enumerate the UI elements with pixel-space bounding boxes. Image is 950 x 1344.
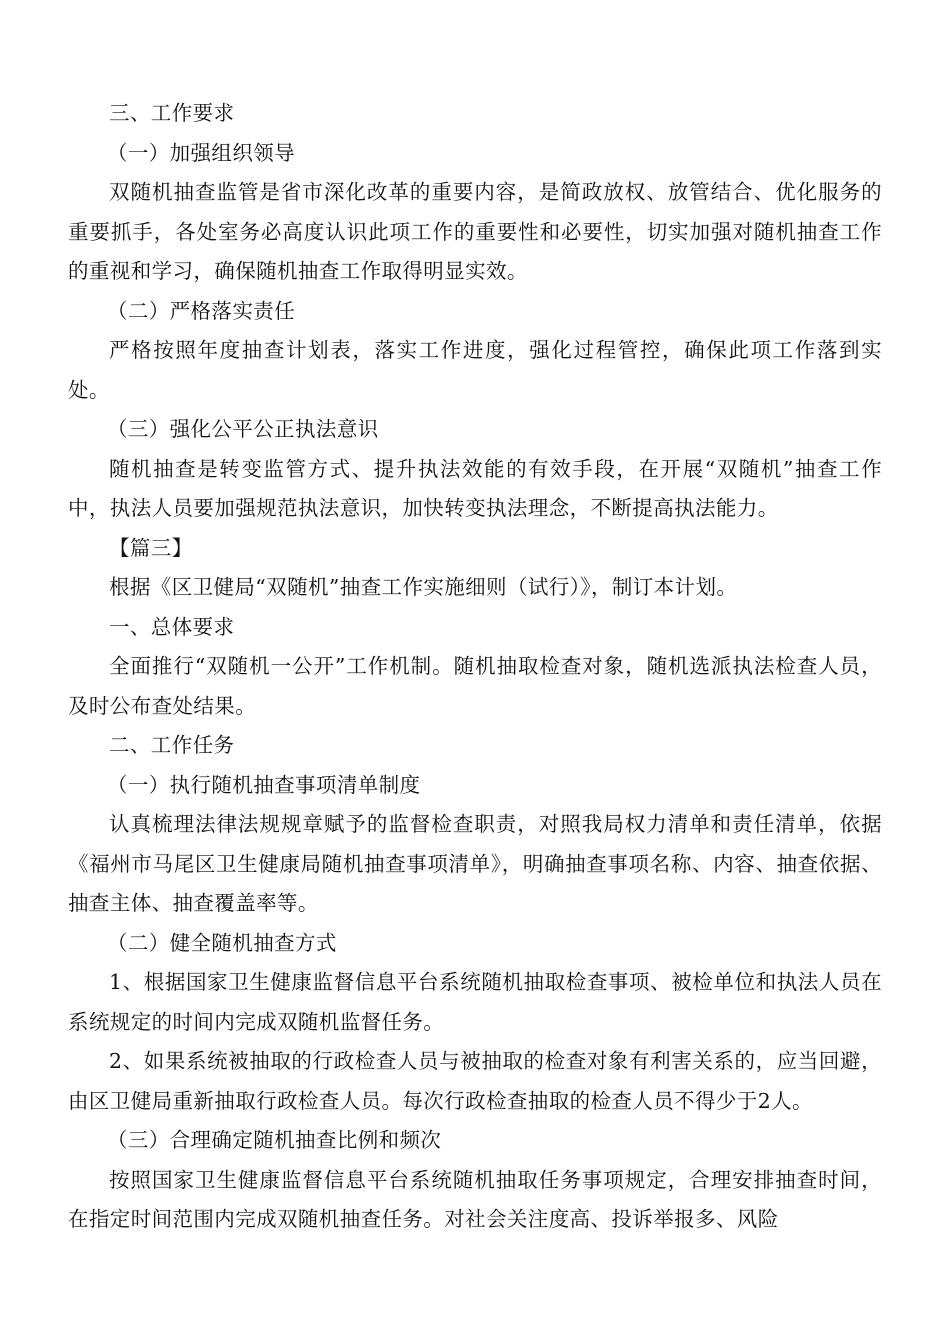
section-heading-part-three: 【篇三】 <box>109 535 193 560</box>
paragraph: 全面推行“双随机一公开”工作机制。随机抽取检查对象，随机选派执法检查人员，及时公布查处结果。 <box>68 654 882 718</box>
paragraph: 认真梳理法律法规规章赋予的监督检查职责，对照我局权力清单和责任清单，依据《福州市马尾区卫生健康局随机抽查事项清单》，明确抽查事项名称、内容、抽查依据、抽查主体、抽查覆盖率等。 <box>68 812 882 915</box>
subheading-random-inspection-method: （二）健全随机抽查方式 <box>106 930 337 955</box>
paragraph: 2、如果系统被抽取的行政检查人员与被抽取的检查对象有利害关系的，应当回避，由区卫健局重新抽取行政检查人员。每次行政检查抽取的检查人员不得少于2人。 <box>68 1049 882 1113</box>
paragraph: 随机抽查是转变监管方式、提升执法效能的有效手段，在开展“双随机”抽查工作中，执法人员要加强规范执法意识，加快转变执法理念，不断提高执法能力。 <box>68 456 882 520</box>
subheading-responsibility: （二）严格落实责任 <box>106 298 296 323</box>
subheading-organization-leadership: （一）加强组织领导 <box>106 140 296 165</box>
document-body <box>68 94 882 1240</box>
section-heading-work-requirements: 三、工作要求 <box>109 101 235 125</box>
paragraph: 根据《区卫健局“双随机”抽查工作实施细则（试行）》，制订本计划。 <box>109 575 738 599</box>
paragraph: 严格按照年度抽查计划表，落实工作进度，强化过程管控，确保此项工作落到实处。 <box>68 338 882 402</box>
subheading-checklist-system: （一）执行随机抽查事项清单制度 <box>106 772 421 797</box>
paragraph: 按照国家卫生健康监督信息平台系统随机抽取任务事项规定，合理安排抽查时间，在指定时间范围内完成双随机抽查任务。对社会关注度高、投诉举报多、风险 <box>68 1167 882 1231</box>
subheading-fair-enforcement: （三）强化公平公正执法意识 <box>106 417 379 441</box>
section-heading-work-tasks: 二、工作任务 <box>109 733 235 757</box>
paragraph: 双随机抽查监管是省市深化改革的重要内容，是简政放权、放管结合、优化服务的重要抓手，各处室务必高度认识此项工作的重要性和必要性，切实加强对随机抽查工作的重视和学习，确保随机抽查工作取得明显实效。 <box>68 180 882 283</box>
paragraph: 1、根据国家卫生健康监督信息平台系统随机抽取检查事项、被检单位和执法人员在系统规定的时间内完成双随机监督任务。 <box>68 970 882 1034</box>
subheading-ratio-frequency: （三）合理确定随机抽查比例和频次 <box>106 1128 442 1152</box>
section-heading-general-requirements: 一、总体要求 <box>109 614 235 639</box>
